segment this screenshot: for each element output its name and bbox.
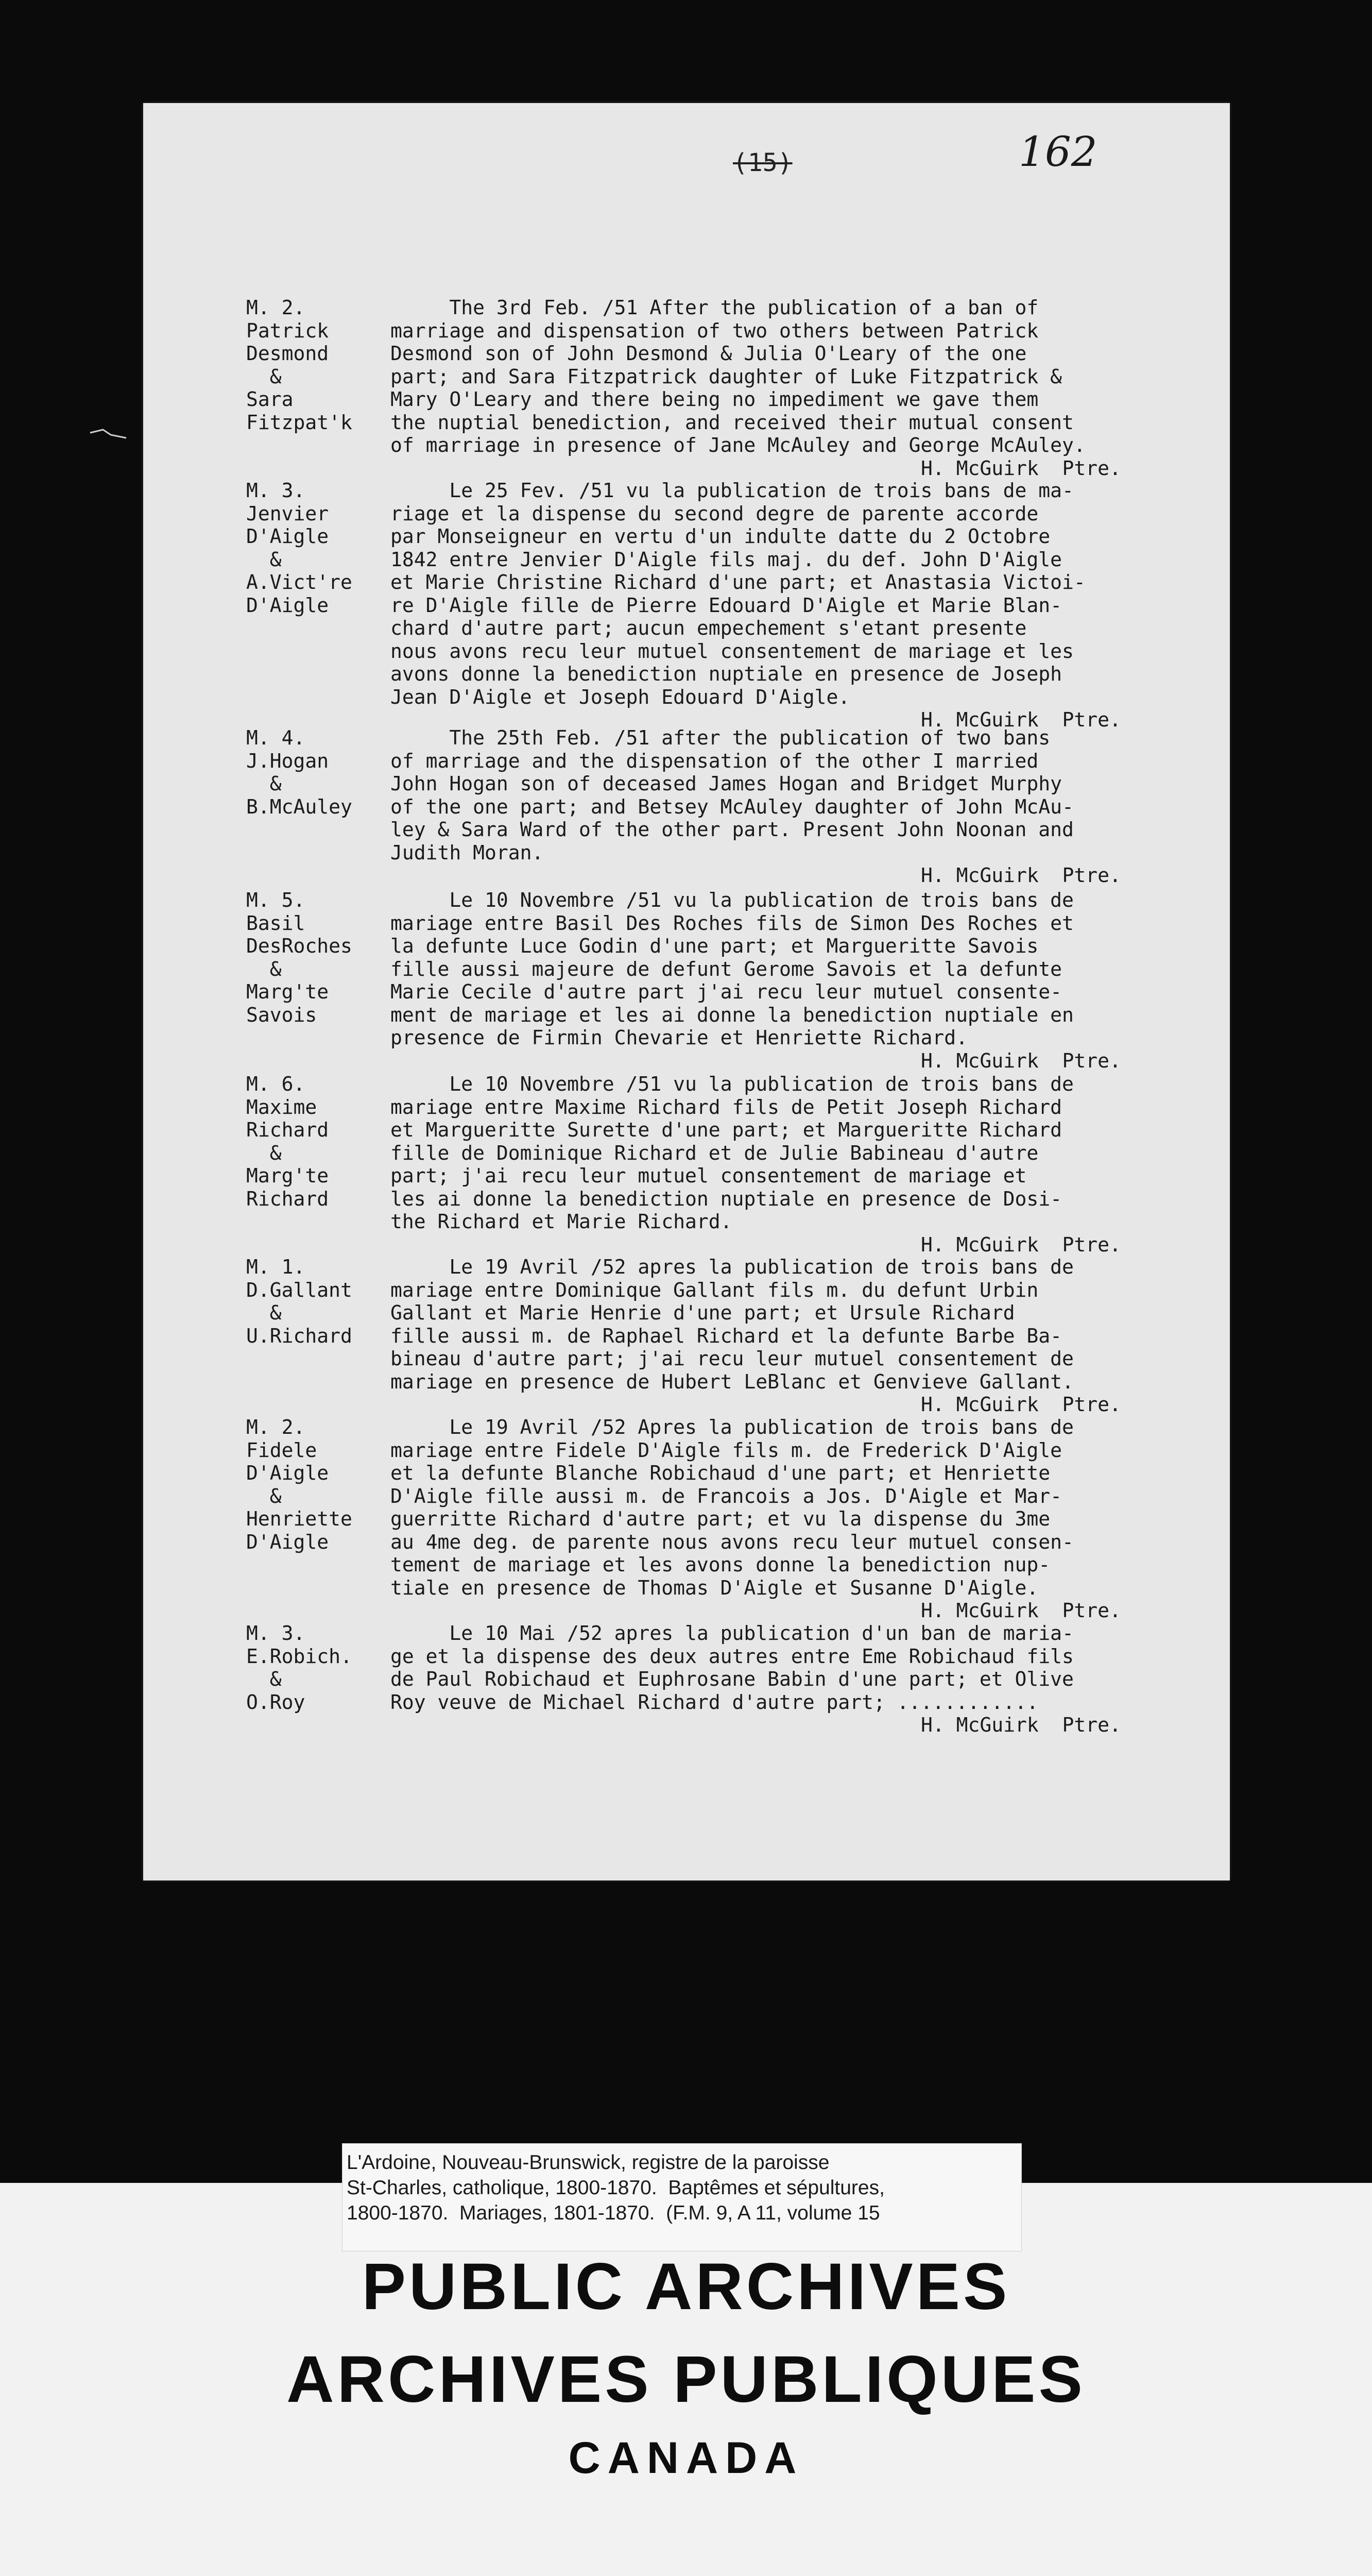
- entry-text: Le 25 Fev. /51 vu la publication de trois bans de ma- riage et la dispense du second degre de parente accorde par Monseigneur en vertu d'un indulte datte du 2 Octobre 1842 entre Jenvier D'Aigle fils maj. du def. John D'Aigle et Marie Christine Richard d'une part; et Anastasia Victoi- re D'Aigle fille de Pierre Edouard D'Aigle et Marie Blan- chard d'autre part; aucun empechement s'etant presente nous avons recu leur mutuel consentement de mariage et les avons donne la benediction nuptiale en presence de Joseph Jean D'Aigle et Joseph Edouard D'Aigle.: [390, 479, 1086, 708]
- handwritten-page-number: 162: [1019, 128, 1097, 176]
- entry-text: Le 10 Novembre /51 vu la publication de trois bans de mariage entre Maxime Richard fils de Petit Joseph Richard et Margueritte Surette d'une part; et Margueritte Richard fille de Dominique Richard et de Julie Babineau d'autre part; j'ai recu leur mutuel consentement de mariage et les ai donne la benediction nuptiale en presence de Dosi- the Richard et Marie Richard.: [390, 1073, 1074, 1233]
- priest-signature: H. McGuirk Ptre.: [921, 1233, 1121, 1256]
- entry-margin-label: M. 5. Basil DesRoches & Marg'te Savois: [246, 889, 352, 1026]
- priest-signature: H. McGuirk Ptre.: [921, 1714, 1121, 1736]
- entry-margin-label: M. 6. Maxime Richard & Marg'te Richard: [246, 1073, 329, 1210]
- typed-page-number: (15): [733, 148, 793, 177]
- archives-country: CANADA: [568, 2433, 804, 2483]
- citation-label: L'Ardoine, Nouveau-Brunswick, registre de la paroisse St-Charles, catholique, 1800-1870. Baptêmes et sépultures, 1800-1870. Mariages, 1801-1870. (F.M. 9, A 11, volume 15: [342, 2143, 1022, 2251]
- priest-signature: H. McGuirk Ptre.: [921, 708, 1121, 731]
- entry-text: Le 10 Mai /52 apres la publication d'un ban de maria- ge et la dispense des deux autres entre Eme Robichaud fils de Paul Robichaud et Euphrosane Babin d'une part; et Olive Roy veuve de Michael Richard d'autre part; ............: [390, 1622, 1074, 1714]
- priest-signature: H. McGuirk Ptre.: [921, 1049, 1121, 1072]
- entry-margin-label: M. 3. E.Robich. & O.Roy: [246, 1622, 352, 1714]
- priest-signature: H. McGuirk Ptre.: [921, 1393, 1121, 1416]
- entry-margin-label: M. 3. Jenvier D'Aigle & A.Vict're D'Aigle: [246, 479, 352, 617]
- priest-signature: H. McGuirk Ptre.: [921, 457, 1121, 480]
- entry-margin-label: M. 1. D.Gallant & U.Richard: [246, 1256, 352, 1347]
- register-page: [143, 103, 1230, 1880]
- entry-text: Le 10 Novembre /51 vu la publication de trois bans de mariage entre Basil Des Roches fils de Simon Des Roches et la defunte Luce Godin d'une part; et Margueritte Savois fille aussi majeure de defunt Gerome Savois et la defunte Marie Cecile d'autre part j'ai recu leur mutuel consente- ment de mariage et les ai donne la benediction nuptiale en presence de Firmin Chevarie et Henriette Richard.: [390, 889, 1074, 1049]
- priest-signature: H. McGuirk Ptre.: [921, 864, 1121, 887]
- entry-text: The 25th Feb. /51 after the publication of two bans of marriage and the dispensation of the other I married John Hogan son of deceased James Hogan and Bridget Murphy of the one part; and Betsey McAuley daughter of John McAu- ley & Sara Ward of the other part. Present John Noonan and Judith Moran.: [390, 726, 1074, 864]
- entry-text: Le 19 Avril /52 Apres la publication de trois bans de mariage entre Fidele D'Aigle fils m. de Frederick D'Aigle et la defunte Blanche Robichaud d'une part; et Henriette D'Aigle fille aussi m. de Francois a Jos. D'Aigle et Mar- guerritte Richard d'autre part; et vu la dispense du 3me au 4me deg. de parente nous avons recu leur mutuel consen- tement de mariage et les avons donne la benediction nup- tiale en presence de Thomas D'Aigle et Susanne D'Aigle.: [390, 1416, 1074, 1599]
- pencil-mark: [88, 422, 129, 443]
- archives-title-french: ARCHIVES PUBLIQUES: [286, 2343, 1086, 2416]
- entry-margin-label: M. 4. J.Hogan & B.McAuley: [246, 726, 352, 818]
- archives-title-english: PUBLIC ARCHIVES: [362, 2250, 1010, 2324]
- entry-text: The 3rd Feb. /51 After the publication of a ban of marriage and dispensation of two others between Patrick Desmond son of John Desmond & Julia O'Leary of the one part; and Sara Fitzpatrick daughter of Luke Fitzpatrick & Mary O'Leary and there being no impediment we gave them the nuptial benediction, and received their mutual consent of marriage in presence of Jane McAuley and George McAuley.: [390, 296, 1086, 456]
- priest-signature: H. McGuirk Ptre.: [921, 1599, 1121, 1622]
- entry-text: Le 19 Avril /52 apres la publication de trois bans de mariage entre Dominique Gallant fils m. du defunt Urbin Gallant et Marie Henrie d'une part; et Ursule Richard fille aussi m. de Raphael Richard et la defunte Barbe Ba- bineau d'autre part; j'ai recu leur mutuel consentement de mariage en presence de Hubert LeBlanc et Genvieve Gallant.: [390, 1256, 1074, 1393]
- entry-margin-label: M. 2. Fidele D'Aigle & Henriette D'Aigle: [246, 1416, 352, 1553]
- entry-margin-label: M. 2. Patrick Desmond & Sara Fitzpat'k: [246, 296, 352, 434]
